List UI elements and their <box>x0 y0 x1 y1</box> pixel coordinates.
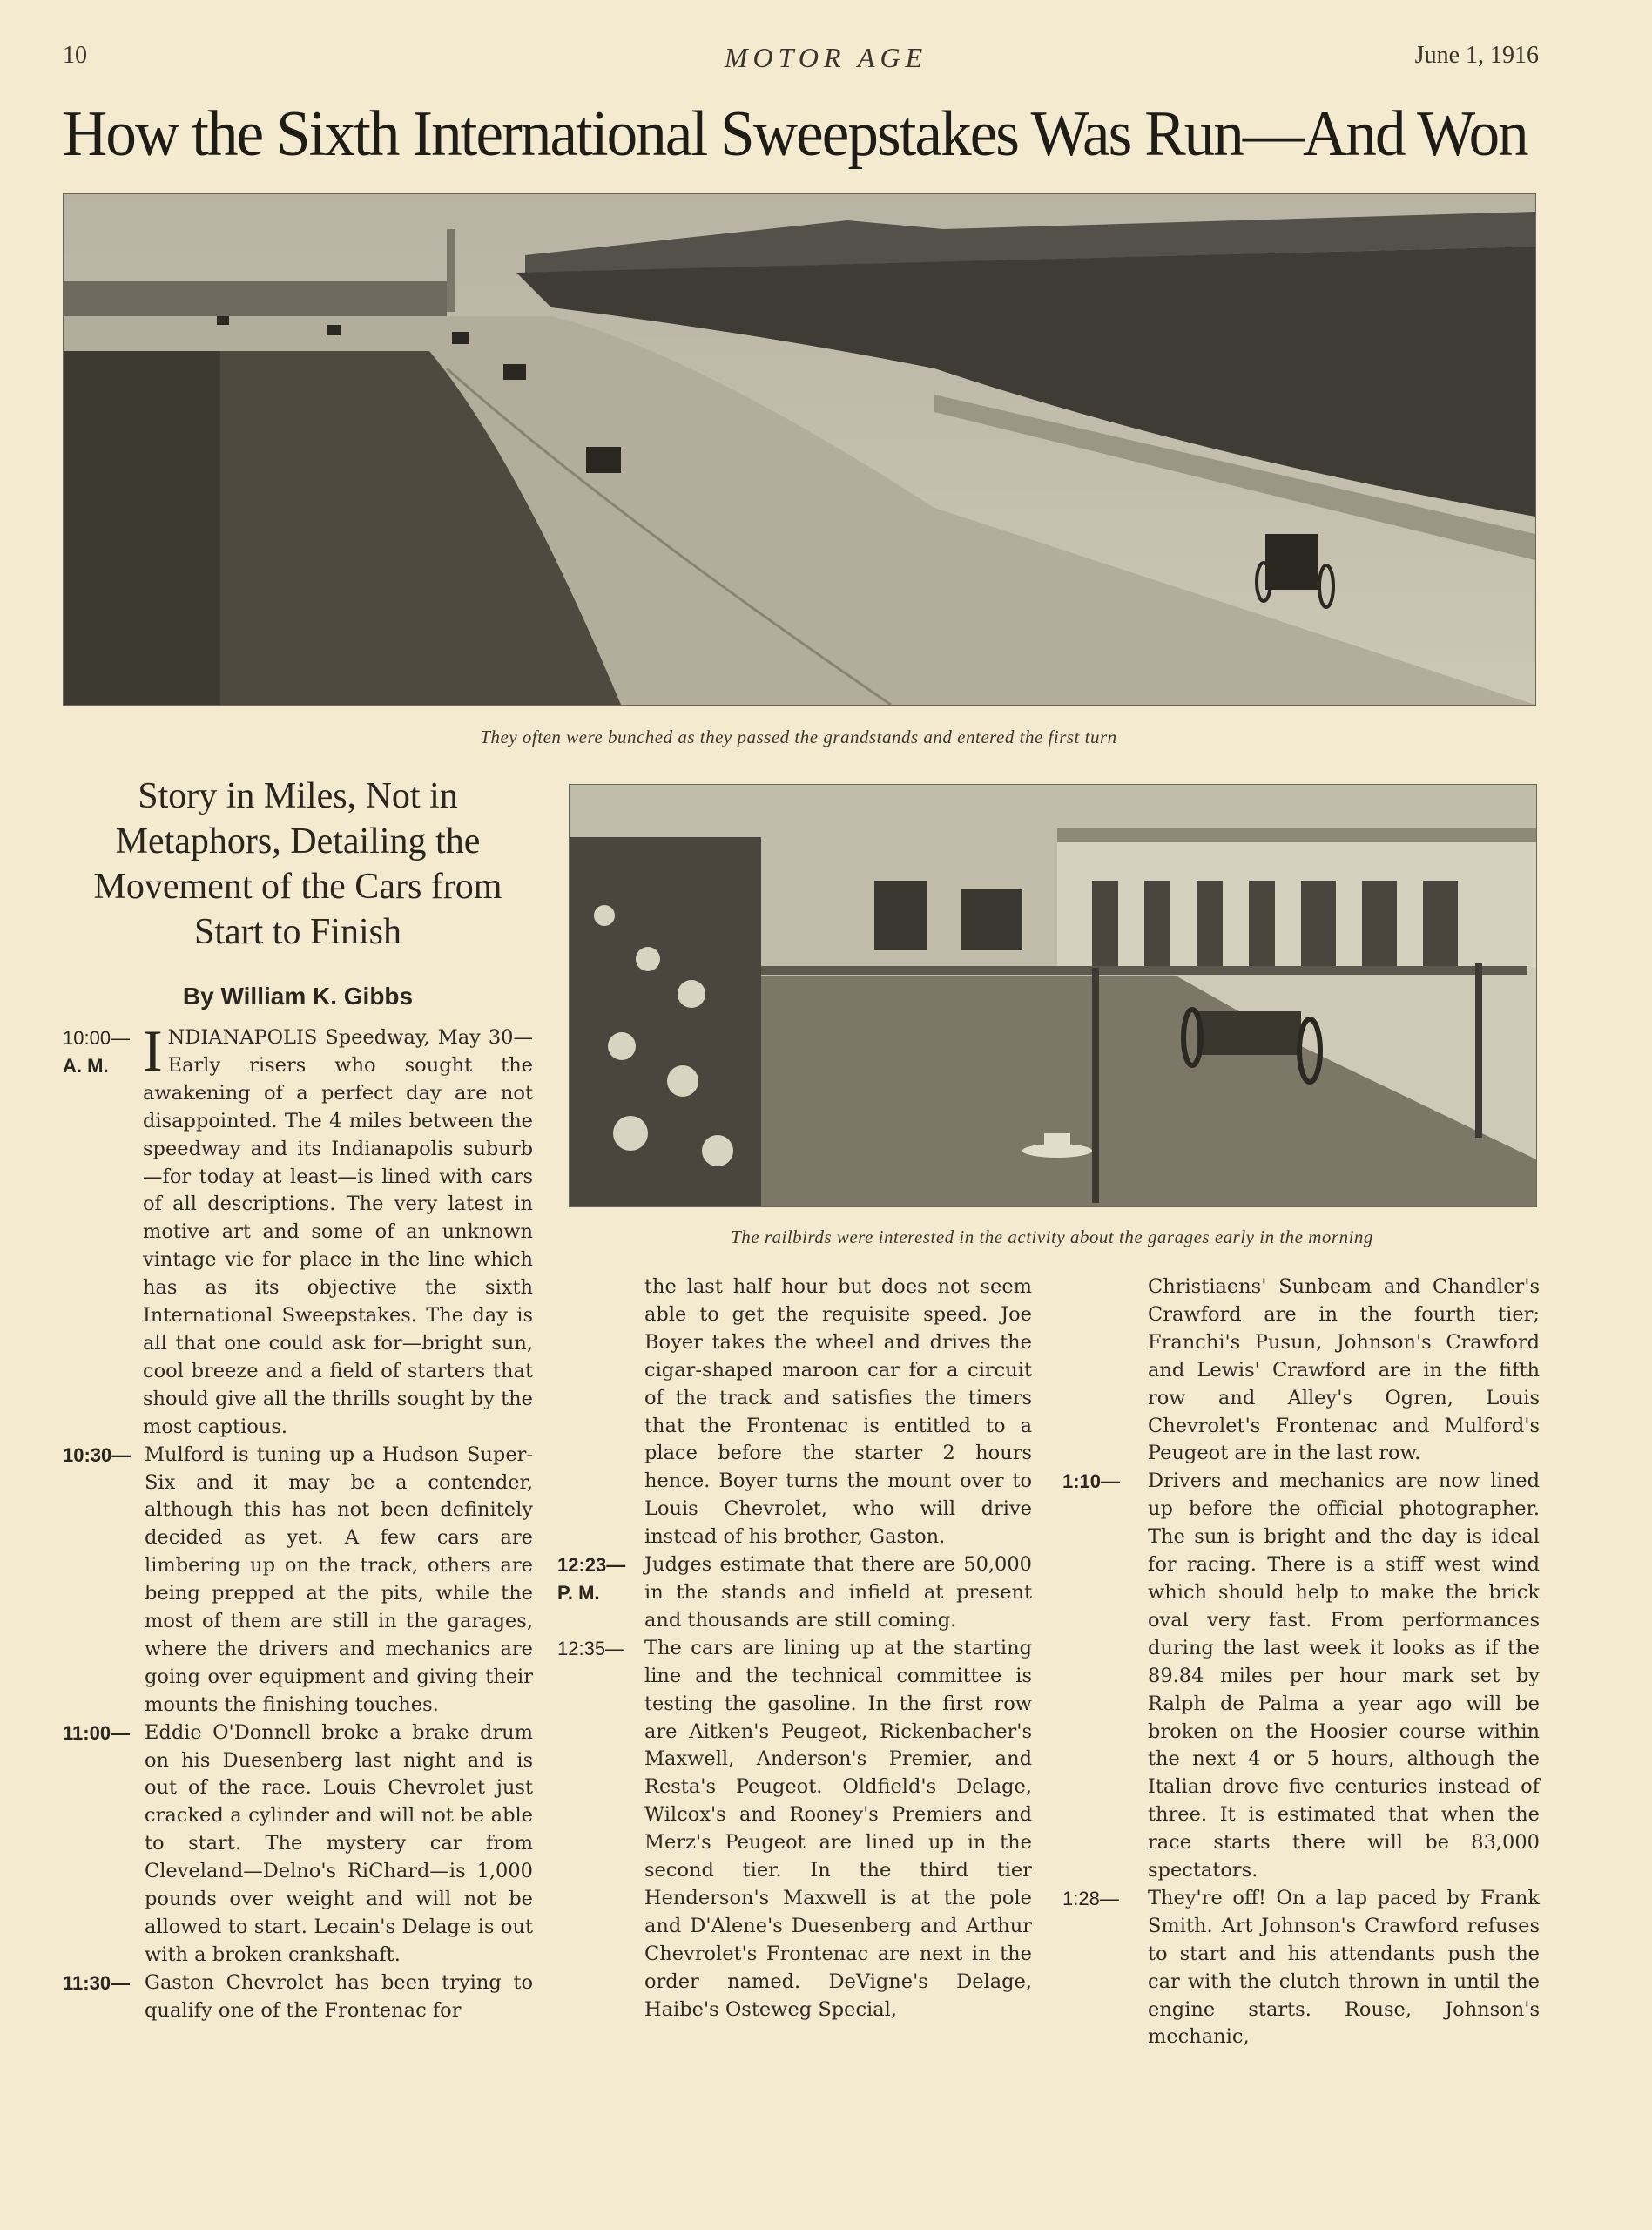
entry-text: Eddie O'Donnell broke a brake drum on his Duesenberg last night and is out of the race. Louis Chevrolet just cracked a cylinder and will not be able to start. The mystery car from Cleveland—Delno's RiChard—is 1,000 pounds over weight and will not be allowed to start. Lecain's Delage is out with a broken crankshaft. <box>145 1720 533 1966</box>
timeline-entry-continued <box>1062 1274 1540 1468</box>
entry-text: NDIANAPOLIS Speedway, May 30—Early risers who sought the awakening of a perfect day are not disappointed. The 4 miles between the speedway and its Indianapolis suburb—for today at least—is lined with cars of all descriptions. The very latest in motive art and some of an unknown vintage vie for place in the line which has as its objective the sixth International Sweepstakes. The day is all that one could ask for—bright sun, cool breeze and a field of starters that should give all the thrills sought by the most captious. <box>143 1026 533 1438</box>
entry-text: Gaston Chevrolet has been trying to qualify one of the Frontenac for <box>145 1970 533 2022</box>
timeline-entry-128 <box>1062 1885 1540 2051</box>
grandstand-photo-illustration <box>64 194 1535 705</box>
entry-text: Judges estimate that there are 50,000 in the stands and infield at present and thousands are still coming. <box>644 1553 1032 1632</box>
publication-name: MOTOR AGE <box>724 42 928 73</box>
timeline-entry-1030 <box>63 1442 533 1720</box>
entry-time: 11:00— <box>63 1721 131 1744</box>
article-subhead: Story in Miles, Not in Metaphors, Detailing the Movement of the Cars from Start to Finish <box>93 776 502 952</box>
entry-time: 10:30— <box>63 1443 131 1466</box>
text-column-1 <box>63 1017 533 2025</box>
entry-time: 12:35— <box>557 1637 625 1659</box>
grandstand-race-photo <box>63 193 1536 706</box>
timeline-entry-1223 <box>557 1551 1032 1635</box>
text-column-2 <box>557 1274 1032 2024</box>
entry-text: Drivers and mechanics are now lined up before the official photographer. The sun is bright and the day is ideal for racing. There is a stiff west wind which should help to make the brick oval very fast. From performances during the last week it looks as if the 89.84 miles per hour mark set by Ralph de Palma a year ago will be broken on the Hoosier course within the next 4 or 5 hours, although the Italian drove five centuries instead of three. It is estimated that when the race starts there will be 83,000 spectators. <box>1148 1470 1540 1882</box>
issue-date: June 1, 1916 <box>1414 42 1539 69</box>
timeline-entry-1100 <box>63 1720 533 1970</box>
entry-time: 11:30— <box>63 1971 131 1994</box>
timeline-entry-1130 <box>63 1970 533 2025</box>
photo-caption-grandstand: They often were bunched as they passed the grandstands and entered the first turn <box>480 726 1117 747</box>
timeline-entry-1235 <box>557 1635 1032 2024</box>
garages-railbirds-photo <box>569 784 1537 1207</box>
timeline-entry-continued <box>557 1274 1032 1551</box>
entry-time: 1:10— <box>1062 1470 1121 1493</box>
text-column-3 <box>1062 1274 1540 2051</box>
timeline-entry-1000 <box>63 1017 533 1442</box>
entry-text: Christiaens' Sunbeam and Chandler's Crawford are in the fourth tier; Franchi's Pusun, Johnson's Crawford and Lewis' Crawford are in the fifth row and Alley's Ogren, Louis Chevrolet's Frontenac and Mulford's Peugeot are in the last row. <box>1148 1275 1540 1465</box>
drop-cap: I <box>143 1017 163 1084</box>
entry-text: The cars are lining up at the starting line and the technical committee is testing the gasoline. In the first row are Aitken's Peugeot, Rickenbacher's Maxwell, Anderson's Premier, and Resta's Peugeot. Oldfield's Delage, Wilcox's and Rooney's Premiers and Merz's Peugeot are lined up in the second tier. In the third tier Henderson's Maxwell is at the pole and D'Alene's Duesenberg and Arthur Chevrolet's Frontenac are next in the order named. DeVigne's Delage, Haibe's Osteweg Special, <box>644 1636 1032 2021</box>
photo-caption-garages: The railbirds were interested in the activity about the garages early in the morning <box>731 1226 1373 1247</box>
entry-text: the last half hour but does not seem able to get the requisite speed. Joe Boyer takes the wheel and drives the cigar-shaped maroon car for a circuit of the track and satisfies the timers that the Frontenac is entitled to a place before the starter 2 hours hence. Boyer turns the mount over to Louis Chevrolet, who will drive instead of his brother, Gaston. <box>644 1275 1032 1549</box>
entry-time: 12:23— <box>557 1554 626 1577</box>
page-number: 10 <box>63 42 87 69</box>
byline: By William K. Gibbs <box>182 983 414 1010</box>
entry-meridiem: A. M. <box>63 1055 109 1077</box>
entry-text: They're off! On a lap paced by Frank Smith. Art Johnson's Crawford refuses to start and his attendants push the car with the clutch thrown in until the engine starts. Rouse, Johnson's mechanic, <box>1148 1886 1540 2049</box>
garages-photo-illustration <box>570 785 1536 1206</box>
timeline-entry-110 <box>1062 1468 1540 1885</box>
entry-text: Mulford is tuning up a Hudson Super-Six and it may be a contender, although this has not been definitely decided as yet. A few cars are limbering up on the track, others are being prepped at the pits, while the most of them are still in the garages, where the drivers and mechanics are going over equipment and giving their mounts the finishing touches. <box>145 1443 533 1716</box>
entry-meridiem: P. M. <box>557 1582 600 1605</box>
entry-time: 1:28— <box>1062 1887 1119 1909</box>
entry-time: 10:00— <box>63 1027 131 1049</box>
article-headline: How the Sixth International Sweepstakes Was Run—And Won <box>63 98 1527 170</box>
